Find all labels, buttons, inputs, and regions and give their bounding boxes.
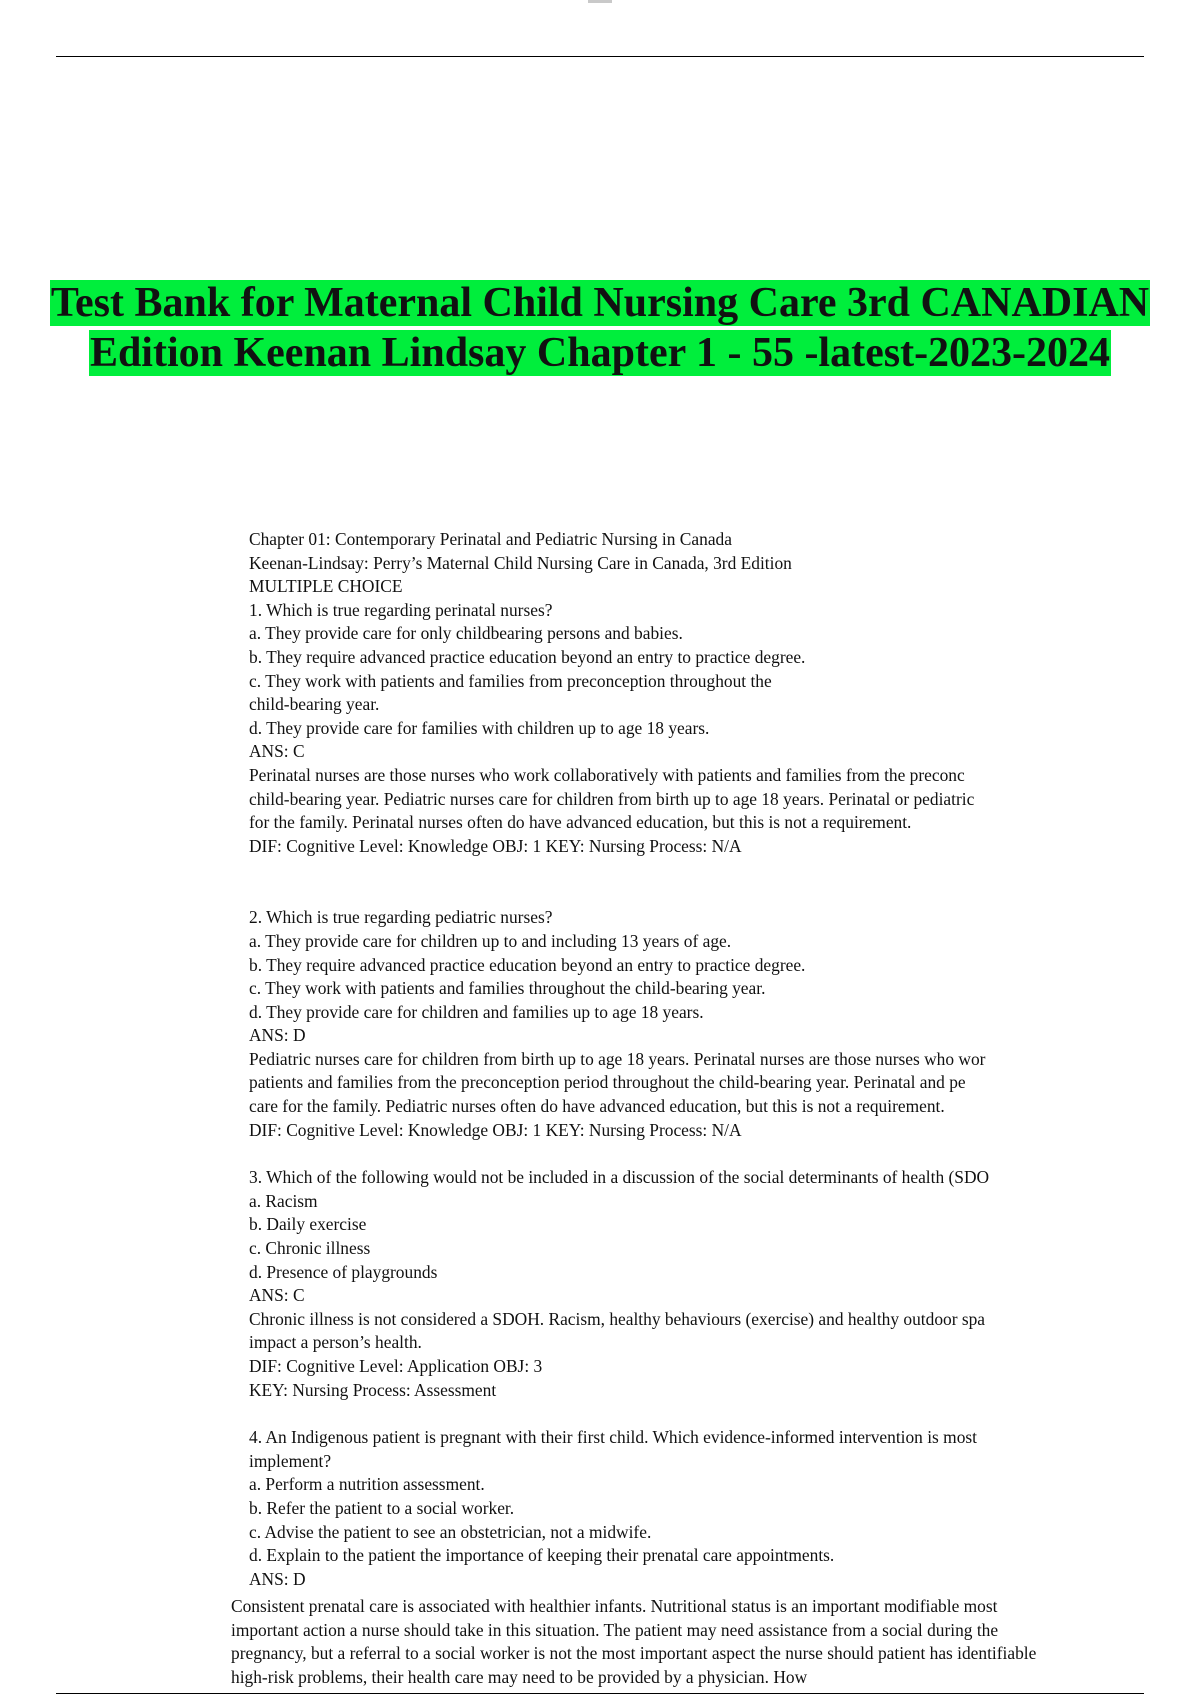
book-title: Keenan-Lindsay: Perry’s Maternal Child Nursing Care in Canada, 3rd Edition: [249, 552, 792, 573]
option-d: d. Presence of playgrounds: [249, 1261, 438, 1282]
answer: ANS: D: [249, 1568, 306, 1589]
option-c: c. Chronic illness: [249, 1238, 371, 1259]
rationale-line: Chronic illness is not considered a SDOH. Racism, healthy behaviours (exercise) and healthy outdoor spa: [249, 1308, 986, 1329]
rationale-line: for the family. Perinatal nurses often do have advanced education, but this is not a requirement.: [249, 812, 912, 833]
question-2: [249, 906, 1129, 1142]
answer: ANS: C: [249, 1285, 305, 1306]
question-1: [249, 599, 1129, 859]
option-a: a. They provide care for only childbearing persons and babies.: [249, 623, 683, 644]
question-stem: 4. An Indigenous patient is pregnant with their first child. Which evidence-informed intervention is most: [249, 1427, 977, 1448]
rationale-line: patients and families from the preconception period throughout the child-bearing year. Perinatal and pe: [249, 1072, 966, 1093]
chapter-header: [249, 528, 1129, 599]
question-stem: 1. Which is true regarding perinatal nurses?: [249, 599, 553, 620]
option-c-cont: child-bearing year.: [249, 694, 380, 715]
question-meta: DIF: Cognitive Level: Knowledge OBJ: 1 KEY: Nursing Process: N/A: [249, 1119, 742, 1140]
question-meta: DIF: Cognitive Level: Application OBJ: 3: [249, 1356, 543, 1376]
rationale-line: impact a person’s health.: [249, 1332, 422, 1353]
option-d: d. They provide care for families with children up to age 18 years.: [249, 717, 710, 738]
option-a: a. Perform a nutrition assessment.: [249, 1474, 485, 1495]
answer: ANS: D: [249, 1025, 306, 1046]
question-3: [249, 1166, 1129, 1402]
question-stem: 3. Which of the following would not be included in a discussion of the social determinants of health (SDO: [249, 1167, 990, 1188]
option-b: b. They require advanced practice education beyond an entry to practice degree.: [249, 954, 806, 975]
rationale-line: high-risk problems, their health care may need to be provided by a physician. How: [231, 1666, 808, 1687]
question-meta: KEY: Nursing Process: Assessment: [249, 1379, 497, 1400]
option-d: d. Explain to the patient the importance of keeping their prenatal care appointments.: [249, 1545, 835, 1566]
chapter-title: Chapter 01: Contemporary Perinatal and Pediatric Nursing in Canada: [249, 529, 732, 549]
rationale-line: Pediatric nurses care for children from birth up to age 18 years. Perinatal nurses are those nurses who wor: [249, 1048, 986, 1069]
option-d: d. They provide care for children and families up to age 18 years.: [249, 1001, 704, 1022]
question-4-rationale: [231, 1595, 1171, 1689]
rationale-line: child-bearing year. Pediatric nurses care for children from birth up to age 18 years. Perinatal or pediatric: [249, 788, 975, 809]
answer: ANS: C: [249, 741, 305, 762]
top-page-mark: [588, 0, 612, 3]
document-title: [0, 278, 1200, 378]
question-stem: 2. Which is true regarding pediatric nurses?: [249, 907, 553, 928]
document-title-text: Test Bank for Maternal Child Nursing Care 3rd CANADIAN Edition Keenan Lindsay Chapter 1 - 55 -latest-2023-2024: [50, 280, 1150, 376]
rationale-line: important action a nurse should take in this situation. The patient may need assistance from a social during the: [231, 1619, 999, 1640]
option-a: a. They provide care for children up to and including 13 years of age.: [249, 930, 732, 951]
question-stem-cont: implement?: [249, 1450, 332, 1471]
rationale-line: Perinatal nurses are those nurses who work collaboratively with patients and families from the preconc: [249, 764, 965, 785]
question-meta: DIF: Cognitive Level: Knowledge OBJ: 1 KEY: Nursing Process: N/A: [249, 835, 742, 856]
option-b: b. Daily exercise: [249, 1214, 367, 1235]
rationale-line: Consistent prenatal care is associated with healthier infants. Nutritional status is an important modifiable most: [231, 1596, 998, 1616]
option-c: c. They work with patients and families throughout the child-bearing year.: [249, 978, 766, 999]
option-b: b. Refer the patient to a social worker.: [249, 1497, 515, 1518]
document-body: [249, 528, 1129, 1591]
rationale-line: pregnancy, but a referral to a social worker is not the most important aspect the nurse should patient has identifiable: [231, 1643, 1037, 1664]
option-b: b. They require advanced practice education beyond an entry to practice degree.: [249, 646, 806, 667]
question-4: [249, 1426, 1129, 1591]
bottom-divider: [56, 1693, 1144, 1694]
section-heading: MULTIPLE CHOICE: [249, 576, 403, 597]
option-a: a. Racism: [249, 1190, 318, 1211]
option-c: c. Advise the patient to see an obstetrician, not a midwife.: [249, 1521, 652, 1542]
rationale-line: care for the family. Pediatric nurses often do have advanced education, but this is not a requirement.: [249, 1096, 945, 1117]
option-c: c. They work with patients and families from preconception throughout the: [249, 670, 772, 691]
top-divider: [56, 56, 1144, 57]
